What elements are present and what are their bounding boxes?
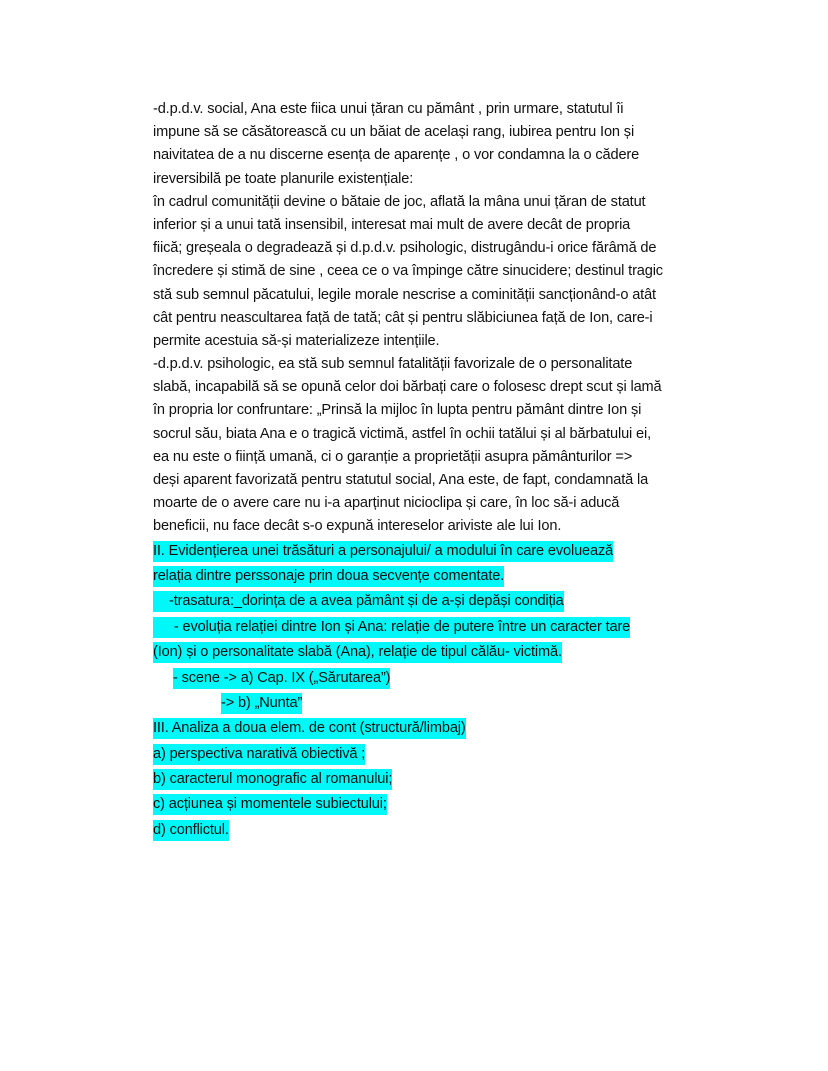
- text-line: ireversibilă pe toate planurile existențiale:: [153, 170, 414, 187]
- text-line: [153, 615, 753, 640]
- text-line: încredere și stimă de sine , ceea ce o va împinge către sinucidere; destinul tragic: [153, 263, 663, 280]
- text-line: ea nu este o ființă umană, ci o garanție a proprietății asupra pământurilor =>: [153, 448, 633, 465]
- text-line: slabă, incapabilă să se opună celor doi bărbați care o folosesc drept scut și lamă: [153, 379, 662, 396]
- text-line: -d.p.d.v. social, Ana este fiica unui țăran cu pământ , prin urmare, statutul îi: [153, 101, 624, 117]
- list-item: [153, 742, 753, 767]
- text-line: moarte de o avere care nu i-a aparținut nicioclipa și care, în loc să-i aducă: [153, 495, 620, 512]
- list-item: [153, 818, 753, 843]
- text-line: [153, 666, 753, 691]
- text-line: în propria lor confruntare: „Prinsă la mijloc în lupta pentru pământ dintre Ion și: [153, 402, 642, 419]
- text-line: în cadrul comunității devine o bătaie de joc, aflată la mâna unui țăran de statut: [153, 193, 646, 210]
- text-line: stă sub semnul păcatului, legile morale nescrise a cominității sancționând-o atât: [153, 286, 656, 303]
- highlighted-text: II. Evidențierea unei trăsături a personajului/ a modului în care evoluează: [153, 541, 613, 562]
- document-page: [153, 98, 753, 843]
- highlighted-text: III. Analiza a doua elem. de cont (structură/limbaj): [153, 718, 466, 739]
- highlighted-text: -> b) „Nunta”: [221, 693, 302, 714]
- text-line: naivitatea de a nu discerne esența de aparențe , o vor condamna la o cădere: [153, 147, 640, 164]
- highlighted-text: relația dintre perssonaje prin doua secvențe comentate.: [153, 566, 504, 587]
- text-line: fiică; greșeala o degradează și d.p.d.v. psihologic, distrugându-i orice fărâmă de: [153, 240, 657, 257]
- text-line: deși aparent favorizată pentru statutul social, Ana este, de fapt, condamnată la: [153, 472, 649, 488]
- highlighted-text: - evoluția relației dintre Ion și Ana: relație de putere între un caracter tare: [153, 617, 630, 638]
- text-line: permite acestuia să-și materializeze intențiile.: [153, 332, 440, 349]
- highlighted-text: a) perspectiva narativă obiectivă ;: [153, 744, 365, 765]
- body-text: [153, 98, 753, 539]
- text-line: beneficii, nu face decât s-o expună intereselor ariviste ale lui Ion.: [153, 518, 562, 535]
- highlighted-text: (Ion) și o personalitate slabă (Ana), relație de tipul călău- victimă.: [153, 642, 562, 663]
- list-item: [153, 792, 753, 817]
- text-line: [153, 640, 753, 665]
- highlighted-outline: [153, 539, 753, 844]
- text-line: cât pentru neascultarea față de tată; cât și pentru slăbiciunea față de Ion, care-i: [153, 309, 653, 326]
- text-line: [153, 564, 753, 589]
- highlighted-text: c) acțiunea și momentele subiectului;: [153, 794, 387, 815]
- section-heading-iii: [153, 716, 753, 741]
- highlighted-text: b) caracterul monografic al romanului;: [153, 769, 392, 790]
- highlighted-text: - scene -> a) Cap. IX („Sărutarea”): [173, 668, 390, 689]
- section-heading-ii: [153, 539, 753, 564]
- text-line: inferior și a unui tată insensibil, interesat mai mult de avere decât de propria: [153, 216, 631, 233]
- text-line: -d.p.d.v. psihologic, ea stă sub semnul fatalității favorizale de o personalitate: [153, 356, 633, 373]
- text-line: [153, 691, 753, 716]
- highlighted-text: d) conflictul.: [153, 820, 229, 841]
- highlighted-text: -trasatura:_dorința de a avea pământ și de a-și depăși condiția: [153, 591, 564, 612]
- text-line: [153, 589, 753, 614]
- text-line: socrul său, biata Ana e o tragică victimă, astfel în ochii tatălui și al bărbatului ei,: [153, 425, 652, 442]
- text-line: impune să se căsătorească cu un băiat de același rang, iubirea pentru Ion și: [153, 124, 635, 141]
- list-item: [153, 767, 753, 792]
